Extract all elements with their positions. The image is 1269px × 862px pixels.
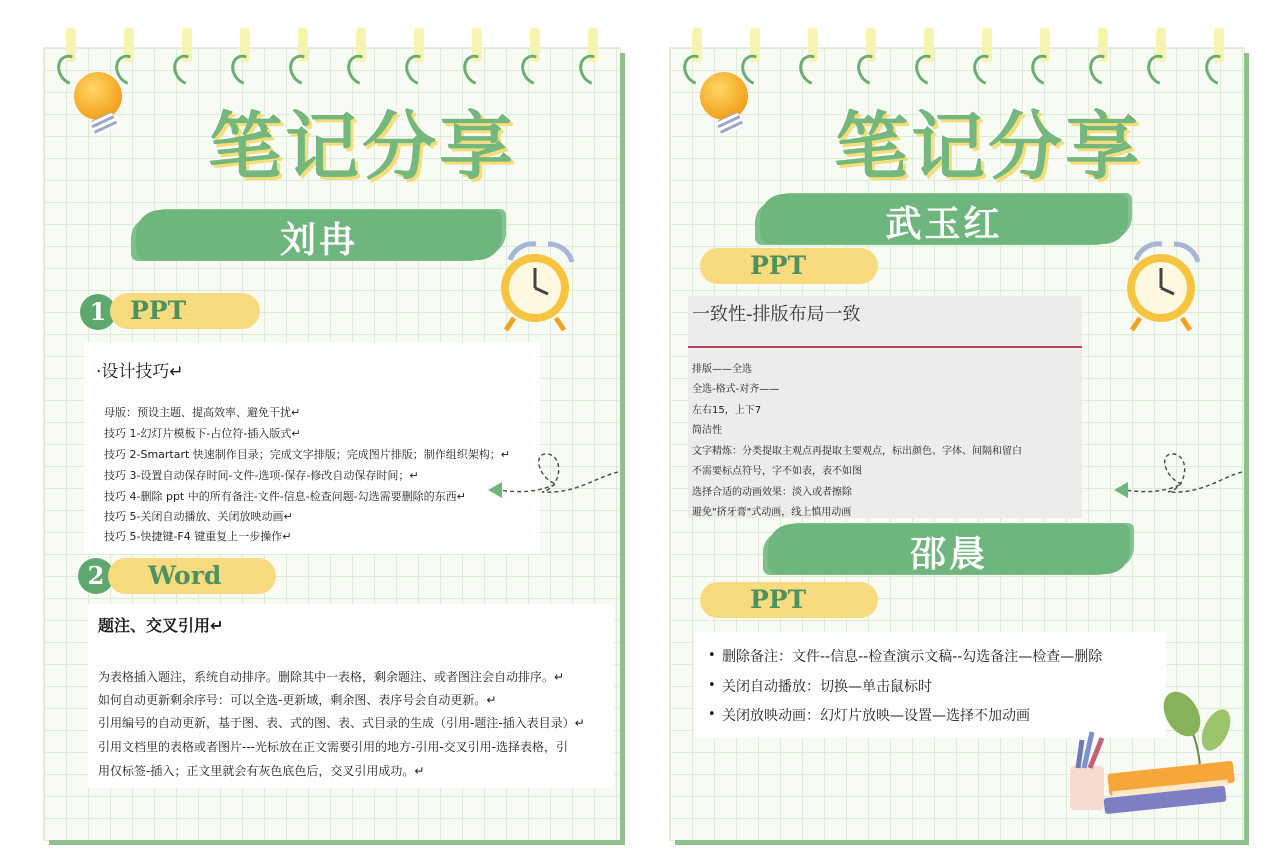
binder-ring-icon <box>522 28 548 90</box>
binder-ring-icon <box>1032 28 1058 90</box>
books-icon <box>1064 728 1240 816</box>
slide-line: 避免"挤牙膏"式动画，线上慎用动画 <box>692 507 852 518</box>
dashed-arrow-icon <box>1110 448 1244 504</box>
lightbulb-icon <box>72 72 130 142</box>
binder-ring-icon <box>464 28 490 90</box>
right-ppt-label-2: PPT <box>750 585 807 614</box>
ppt-tip-line: 技巧 4-删除 ppt 中的所有备注-文件-信息-检查问题-勾选需要删除的东西↵ <box>104 490 466 503</box>
slide-heading: 一致性-排版布局一致 <box>692 304 861 325</box>
lightbulb-icon <box>698 72 756 142</box>
section-ppt-label: PPT <box>130 296 187 325</box>
slide-divider <box>688 346 1082 348</box>
binder-ring-icon <box>916 28 942 90</box>
binder-ring-icon <box>348 28 374 90</box>
word-note-line: 引用文档里的表格或者图片---光标放在正文需要引用的地方-引用-交叉引用-选择表格，引 <box>98 740 568 754</box>
section-number-2: 2 <box>78 558 114 594</box>
binder-ring-icon <box>290 28 316 90</box>
section-word-label: Word <box>148 561 222 590</box>
binder-ring-icon <box>1148 28 1174 90</box>
binder-ring-icon <box>1090 28 1116 90</box>
left-author-name: 刘冉 <box>279 220 358 261</box>
word-note-line: 如何自动更新剩余序号：可以全选-更新域，剩余图、表序号会自动更新。↵ <box>98 693 497 707</box>
left-page-title: 笔记分享 <box>208 104 516 190</box>
ppt-bullet-item: 关闭放映动画：幻灯片放映—设置—选择不加动画 <box>722 708 1030 724</box>
ppt-tip-line: 技巧 5-关闭自动播放、关闭放映动画↵ <box>104 510 293 523</box>
word-notes-heading: 题注、交叉引用↵ <box>98 616 224 635</box>
slide-line: 排版——全选 <box>692 364 752 375</box>
slide-line: 全选-格式-对齐—— <box>692 384 780 395</box>
right-binder-rings <box>684 28 1244 90</box>
word-note-line: 为表格插入题注，系统自动排序。删除其中一表格，剩余题注、或者图注会自动排序。↵ <box>98 670 565 684</box>
ppt-bullet-item: 删除备注：文件--信息--检查演示文稿--勾选备注—检查—删除 <box>722 649 1103 665</box>
ppt-tip-line: 技巧 2-Smartart 快速制作目录；完成文字排版；完成图片排版；制作组织架构；↵ <box>104 448 511 461</box>
bullet-mark: • <box>708 648 716 663</box>
right-author-name-2: 邵晨 <box>909 534 988 575</box>
ppt-tip-line: 技巧 1-幻灯片模板下-占位符-插入版式↵ <box>104 427 301 440</box>
slide-line: 选择合适的动画效果：淡入或者擦除 <box>692 487 852 498</box>
right-ppt-label-1: PPT <box>750 251 807 280</box>
right-page-title: 笔记分享 <box>834 104 1142 190</box>
bullet-mark: • <box>708 678 716 693</box>
binder-ring-icon <box>974 28 1000 90</box>
ppt-tip-line: 母版：预设主题、提高效率、避免干扰↵ <box>104 406 301 419</box>
binder-ring-icon <box>800 28 826 90</box>
word-note-line: 引用编号的自动更新，基于图、表、式的图、表、式目录的生成（引用-题注-插入表目录）↵ <box>98 716 585 730</box>
binder-ring-icon <box>580 28 606 90</box>
left-binder-rings <box>58 28 618 90</box>
alarm-clock-icon <box>492 236 578 334</box>
ppt-bullet-item: 关闭自动播放：切换—单击鼠标时 <box>722 679 932 695</box>
ppt-tip-line: 技巧 3-设置自动保存时间-文件-选项-保存-修改自动保存时间；↵ <box>104 469 419 482</box>
slide-line: 左右15，上下7 <box>692 405 762 416</box>
bullet-mark: • <box>708 707 716 722</box>
binder-ring-icon <box>858 28 884 90</box>
slide-line: 不需要标点符号，字不如表，表不如图 <box>692 466 862 477</box>
section-number-1: 1 <box>80 294 116 330</box>
ppt-tips-heading: ·设计技巧↵ <box>96 362 184 382</box>
alarm-clock-icon <box>1118 236 1204 334</box>
right-author-name-1: 武玉红 <box>885 204 1003 245</box>
binder-ring-icon <box>406 28 432 90</box>
slide-line: 文字精炼：分类提取主观点再提取主要观点，标出颜色、字体、间隔和留白 <box>692 446 1022 457</box>
ppt-tip-line: 技巧 5-快捷键-F4 键重复上一步操作↵ <box>104 530 292 543</box>
binder-ring-icon <box>1206 28 1232 90</box>
dashed-arrow-icon <box>484 448 620 504</box>
binder-ring-icon <box>232 28 258 90</box>
binder-ring-icon <box>174 28 200 90</box>
word-note-line: 用仅标签-插入；正文里就会有灰色底色后，交叉引用成功。↵ <box>98 764 425 778</box>
slide-line: 简洁性 <box>692 425 722 436</box>
